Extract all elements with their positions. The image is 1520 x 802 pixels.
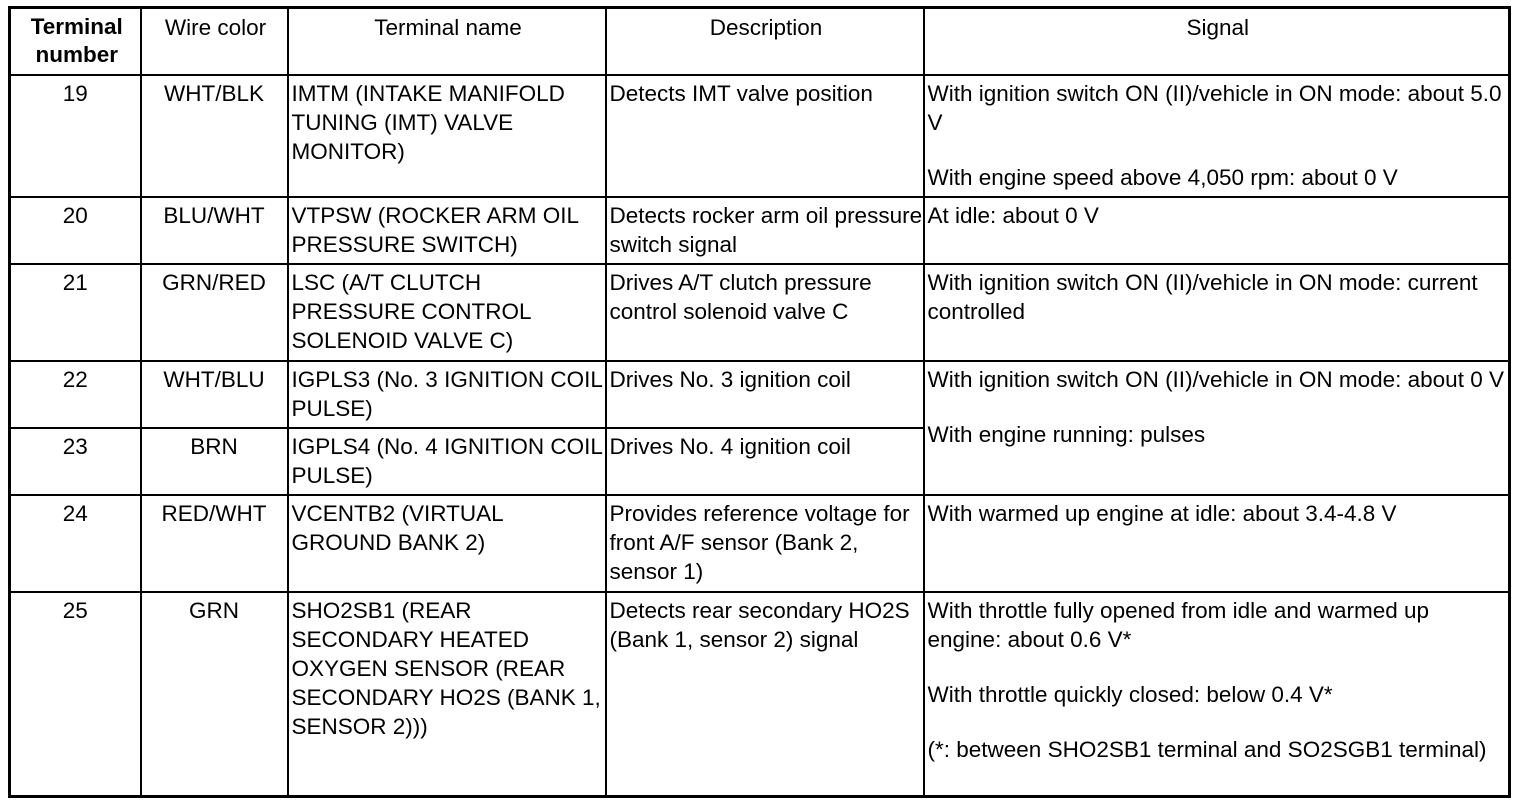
table-row bbox=[10, 75, 1510, 197]
description-text: Detects rear secondary HO2S (Bank 1, sensor 2) signal bbox=[609, 597, 929, 652]
terminal-name: LSC (A/T CLUTCH PRESSURE CONTROL SOLENOID VALVE C) bbox=[288, 264, 606, 361]
terminal-number: 20 bbox=[10, 197, 141, 264]
signal bbox=[924, 592, 1510, 797]
description: Drives A/T clutch pressure control solenoid valve C bbox=[606, 264, 924, 361]
signal-line: With ignition switch ON (II)/vehicle in ON mode: about 5.0 V bbox=[927, 80, 1502, 135]
table-row bbox=[10, 264, 1510, 361]
signal-line: With engine running: pulses bbox=[927, 421, 1206, 447]
terminal-number: 22 bbox=[10, 361, 141, 428]
signal-line: With ignition switch ON (II)/vehicle in ON mode: current controlled bbox=[927, 269, 1478, 324]
table-row bbox=[10, 361, 1510, 428]
terminal-number: 19 bbox=[10, 75, 141, 197]
signal-line: With engine speed above 4,050 rpm: about 0 V bbox=[927, 164, 1398, 190]
wire-color: BRN bbox=[141, 428, 288, 495]
terminal-number: 21 bbox=[10, 264, 141, 361]
description bbox=[606, 592, 929, 797]
terminal-number: 23 bbox=[10, 428, 141, 495]
wire-color: GRN bbox=[141, 592, 288, 797]
signal-line: At idle: about 0 V bbox=[927, 202, 1099, 228]
wire-color: RED/WHT bbox=[141, 495, 288, 592]
terminal-name: IMTM (INTAKE MANIFOLD TUNING (IMT) VALVE MONITOR) bbox=[288, 75, 606, 197]
description: Detects rocker arm oil pressure switch signal bbox=[606, 197, 924, 264]
wire-color: GRN/RED bbox=[141, 264, 288, 361]
terminal-name: IGPLS4 (No. 4 IGNITION COIL PULSE) bbox=[288, 428, 606, 495]
table-row bbox=[10, 197, 1510, 264]
terminal-name: VCENTB2 (VIRTUAL GROUND BANK 2) bbox=[288, 495, 606, 592]
signal bbox=[924, 361, 1510, 495]
header-description: Description bbox=[606, 8, 924, 75]
signal-line: With throttle quickly closed: below 0.4 V* bbox=[927, 681, 1333, 707]
header-row bbox=[10, 8, 1510, 75]
description: Drives No. 4 ignition coil bbox=[606, 428, 924, 495]
header-signal: Signal bbox=[924, 8, 1510, 75]
table-row bbox=[10, 592, 1510, 797]
terminal-table bbox=[8, 6, 1511, 798]
signal bbox=[924, 197, 1510, 264]
signal-line: (*: between SHO2SB1 terminal and SO2SGB1 terminal) bbox=[927, 736, 1487, 762]
description: Detects IMT valve position bbox=[606, 75, 924, 197]
header-wire-color: Wire color bbox=[141, 8, 288, 75]
signal bbox=[924, 264, 1510, 361]
terminal-name: IGPLS3 (No. 3 IGNITION COIL PULSE) bbox=[288, 361, 606, 428]
wire-color: WHT/BLU bbox=[141, 361, 288, 428]
terminal-number: 24 bbox=[10, 495, 141, 592]
terminal-number: 25 bbox=[10, 592, 141, 797]
wire-color: BLU/WHT bbox=[141, 197, 288, 264]
signal-line: With throttle fully opened from idle and warmed up engine: about 0.6 V* bbox=[927, 597, 1430, 652]
wire-color: WHT/BLK bbox=[141, 75, 288, 197]
signal-line: With ignition switch ON (II)/vehicle in ON mode: about 0 V bbox=[927, 366, 1504, 392]
signal bbox=[924, 495, 1510, 592]
header-terminal-number: Terminal number bbox=[10, 8, 141, 75]
terminal-name: VTPSW (ROCKER ARM OIL PRESSURE SWITCH) bbox=[288, 197, 606, 264]
terminal-name: SHO2SB1 (REAR SECONDARY HEATED OXYGEN SENSOR (REAR SECONDARY HO2S (BANK 1, SENSOR 2))) bbox=[288, 592, 606, 797]
description: Provides reference voltage for front A/F sensor (Bank 2, sensor 1) bbox=[606, 495, 924, 592]
description: Drives No. 3 ignition coil bbox=[606, 361, 924, 428]
signal bbox=[924, 75, 1510, 197]
table-row bbox=[10, 495, 1510, 592]
signal-line: With warmed up engine at idle: about 3.4-4.8 V bbox=[927, 500, 1397, 526]
header-terminal-name: Terminal name bbox=[288, 8, 606, 75]
